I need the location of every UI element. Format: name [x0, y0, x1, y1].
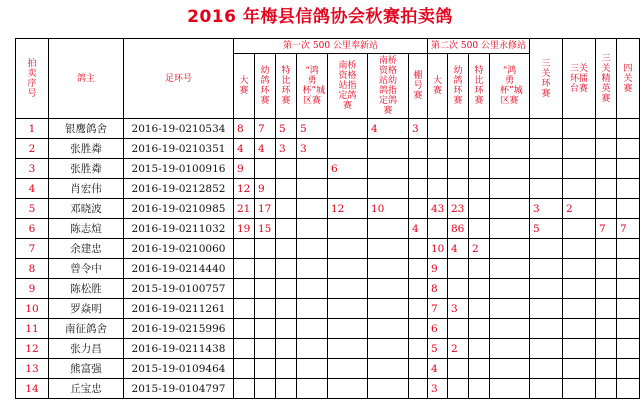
row-cell: [328, 179, 368, 199]
row-cell: [469, 279, 490, 299]
row-cell: [255, 259, 276, 279]
row-cell: [563, 139, 596, 159]
row-cell: [596, 279, 617, 299]
table-row: [16, 279, 640, 299]
row-cell: 8: [234, 119, 255, 139]
row-cell: [328, 139, 368, 159]
row-cell: [469, 319, 490, 339]
row-seq: 7: [16, 239, 49, 259]
row-cell: [409, 279, 428, 299]
row-cell: [617, 379, 640, 399]
row-cell: [328, 259, 368, 279]
row-cell: 5: [530, 219, 563, 239]
row-cell: [469, 259, 490, 279]
row-cell: [563, 159, 596, 179]
row-cell: [368, 159, 409, 179]
row-cell: [255, 239, 276, 259]
row-seq: 11: [16, 319, 49, 339]
row-cell: [469, 339, 490, 359]
table-row: [16, 139, 640, 159]
row-seq: 12: [16, 339, 49, 359]
row-cell: [428, 219, 448, 239]
row-cell: [617, 359, 640, 379]
row-cell: [490, 119, 530, 139]
row-cell: [617, 159, 640, 179]
row-cell: 5: [276, 119, 297, 139]
row-ring: 2016-19-0214440: [124, 259, 234, 279]
header-g2-col-2: 幼鸽环赛: [448, 54, 469, 119]
row-cell: [409, 359, 428, 379]
row-seq: 2: [16, 139, 49, 159]
row-cell: [596, 319, 617, 339]
row-cell: 5: [428, 339, 448, 359]
row-seq: 5: [16, 199, 49, 219]
row-cell: [490, 259, 530, 279]
row-cell: [563, 339, 596, 359]
row-cell: [409, 239, 428, 259]
table-body: [16, 119, 640, 399]
row-owner: 张胜粦: [49, 139, 124, 159]
row-seq: 13: [16, 359, 49, 379]
row-cell: 4: [448, 239, 469, 259]
row-cell: 43: [428, 199, 448, 219]
row-cell: 2: [448, 339, 469, 359]
row-cell: 7: [596, 219, 617, 239]
row-cell: [368, 239, 409, 259]
row-cell: [617, 139, 640, 159]
table-row: [16, 319, 640, 339]
row-cell: 6: [428, 319, 448, 339]
row-cell: [563, 119, 596, 139]
row-cell: [617, 319, 640, 339]
row-cell: [530, 379, 563, 399]
row-cell: 2: [563, 199, 596, 219]
row-cell: [563, 319, 596, 339]
row-cell: [530, 299, 563, 319]
row-cell: [234, 279, 255, 299]
row-cell: [530, 279, 563, 299]
row-cell: [328, 359, 368, 379]
row-ring: 2015-19-0100757: [124, 279, 234, 299]
row-cell: [409, 339, 428, 359]
row-cell: [490, 319, 530, 339]
row-cell: 3: [428, 379, 448, 399]
row-cell: [530, 119, 563, 139]
row-cell: [469, 219, 490, 239]
row-cell: 10: [428, 239, 448, 259]
header-extra-2: 三关环擂台赛: [563, 39, 596, 119]
row-cell: [563, 219, 596, 239]
row-ring: 2016-19-0211438: [124, 339, 234, 359]
row-owner: 张胜粦: [49, 159, 124, 179]
page-title: 2016 年梅县信鸽协会秋赛拍卖鸽: [187, 7, 453, 27]
row-cell: 17: [255, 199, 276, 219]
row-cell: [297, 159, 328, 179]
header-group-1: 第一次 500 公里奉新站: [234, 39, 428, 54]
row-seq: 4: [16, 179, 49, 199]
row-cell: [255, 159, 276, 179]
row-cell: [428, 139, 448, 159]
row-cell: 12: [234, 179, 255, 199]
row-cell: [368, 179, 409, 199]
row-cell: [490, 179, 530, 199]
row-cell: [276, 159, 297, 179]
row-seq: 10: [16, 299, 49, 319]
row-cell: [563, 299, 596, 319]
table-row: [16, 379, 640, 399]
row-cell: [530, 139, 563, 159]
row-cell: [409, 379, 428, 399]
header-ring: 足环号: [124, 39, 234, 119]
row-cell: [297, 299, 328, 319]
header-group-2: 第二次 500 公里永修站: [428, 39, 530, 54]
row-cell: [490, 199, 530, 219]
row-cell: [448, 119, 469, 139]
row-cell: 3: [297, 139, 328, 159]
row-ring: 2016-19-0210985: [124, 199, 234, 219]
row-cell: [428, 119, 448, 139]
row-cell: [448, 259, 469, 279]
row-cell: [530, 339, 563, 359]
row-cell: [297, 259, 328, 279]
header-owner: 鸽主: [49, 39, 124, 119]
row-cell: [490, 359, 530, 379]
table-row: [16, 159, 640, 179]
row-cell: [368, 319, 409, 339]
row-cell: 5: [297, 119, 328, 139]
row-cell: [328, 239, 368, 259]
row-cell: [328, 119, 368, 139]
row-ring: 2016-19-0210060: [124, 239, 234, 259]
row-cell: [328, 279, 368, 299]
row-cell: [368, 279, 409, 299]
header-g1-col-4: “鸿勇杯”城区赛: [297, 54, 328, 119]
row-cell: [490, 239, 530, 259]
row-cell: [596, 359, 617, 379]
row-cell: [368, 339, 409, 359]
row-cell: [368, 299, 409, 319]
row-owner: 罗焱明: [49, 299, 124, 319]
row-cell: [276, 259, 297, 279]
row-cell: [490, 279, 530, 299]
header-extra-1: 三关环赛: [530, 39, 563, 119]
header-extra-3: 三关精英赛: [596, 39, 617, 119]
row-cell: [409, 199, 428, 219]
row-cell: [469, 179, 490, 199]
header-seq: 拍卖序号: [16, 39, 49, 119]
row-cell: [490, 219, 530, 239]
row-cell: [255, 299, 276, 319]
row-ring: 2015-19-0109464: [124, 359, 234, 379]
row-cell: 4: [255, 139, 276, 159]
row-cell: 23: [448, 199, 469, 219]
row-cell: [276, 239, 297, 259]
row-seq: 3: [16, 159, 49, 179]
row-cell: [448, 159, 469, 179]
row-cell: [617, 119, 640, 139]
row-owner: 张力昌: [49, 339, 124, 359]
row-cell: [409, 319, 428, 339]
row-seq: 14: [16, 379, 49, 399]
row-owner: 曾令中: [49, 259, 124, 279]
row-cell: [469, 119, 490, 139]
row-cell: 3: [409, 119, 428, 139]
row-cell: [276, 219, 297, 239]
row-cell: [234, 299, 255, 319]
row-cell: [596, 199, 617, 219]
row-cell: [297, 319, 328, 339]
row-cell: [490, 379, 530, 399]
table-row: [16, 119, 640, 139]
row-cell: [448, 139, 469, 159]
row-cell: [276, 319, 297, 339]
row-cell: [368, 379, 409, 399]
header-g2-col-1: 大赛: [428, 54, 448, 119]
row-cell: 4: [428, 359, 448, 379]
row-cell: [617, 179, 640, 199]
header-extra-4: 四关赛: [617, 39, 640, 119]
row-cell: 7: [428, 299, 448, 319]
row-cell: [530, 319, 563, 339]
row-cell: [596, 239, 617, 259]
row-cell: [409, 179, 428, 199]
row-cell: [297, 279, 328, 299]
row-owner: 肖宏伟: [49, 179, 124, 199]
row-cell: 7: [255, 119, 276, 139]
row-cell: [234, 319, 255, 339]
row-cell: [409, 299, 428, 319]
row-cell: [255, 339, 276, 359]
row-ring: 2016-19-0215996: [124, 319, 234, 339]
row-cell: [297, 219, 328, 239]
header-g1-col-5: 南桥资格站指定鸽赛: [328, 54, 368, 119]
row-cell: [617, 199, 640, 219]
row-cell: [368, 359, 409, 379]
row-cell: [276, 199, 297, 219]
row-cell: [490, 299, 530, 319]
row-cell: [428, 179, 448, 199]
row-owner: 余建忠: [49, 239, 124, 259]
header-g1-col-1: 大赛: [234, 54, 255, 119]
row-cell: [255, 379, 276, 399]
row-cell: 9: [234, 159, 255, 179]
row-cell: [276, 339, 297, 359]
row-ring: 2016-19-0210534: [124, 119, 234, 139]
header-g1-col-3: 特比环赛: [276, 54, 297, 119]
table-row: [16, 179, 640, 199]
row-cell: [448, 379, 469, 399]
row-cell: [297, 359, 328, 379]
row-cell: [276, 359, 297, 379]
row-cell: [409, 159, 428, 179]
row-cell: [530, 259, 563, 279]
row-cell: [276, 179, 297, 199]
row-owner: 陈志煊: [49, 219, 124, 239]
table-row: [16, 299, 640, 319]
row-ring: 2015-19-0104797: [124, 379, 234, 399]
row-cell: [469, 139, 490, 159]
row-cell: [596, 139, 617, 159]
row-cell: [530, 159, 563, 179]
row-cell: [448, 279, 469, 299]
row-cell: [234, 239, 255, 259]
row-cell: [276, 299, 297, 319]
row-cell: [297, 199, 328, 219]
row-cell: [617, 279, 640, 299]
row-cell: 3: [276, 139, 297, 159]
row-cell: [490, 139, 530, 159]
row-cell: [617, 239, 640, 259]
row-cell: [448, 319, 469, 339]
row-cell: 15: [255, 219, 276, 239]
row-cell: [255, 319, 276, 339]
row-cell: [563, 239, 596, 259]
row-cell: 12: [328, 199, 368, 219]
row-ring: 2016-19-0210351: [124, 139, 234, 159]
row-cell: [596, 339, 617, 359]
row-owner: 南征鸽舍: [49, 319, 124, 339]
row-cell: 9: [428, 259, 448, 279]
row-cell: [276, 379, 297, 399]
row-cell: [297, 339, 328, 359]
row-seq: 6: [16, 219, 49, 239]
row-cell: [328, 299, 368, 319]
row-ring: 2016-19-0212852: [124, 179, 234, 199]
row-cell: [530, 359, 563, 379]
header-g2-col-3: 特比环赛: [469, 54, 490, 119]
row-cell: 7: [617, 219, 640, 239]
row-cell: [297, 379, 328, 399]
row-cell: [409, 139, 428, 159]
row-cell: [563, 379, 596, 399]
table-row: [16, 199, 640, 219]
row-seq: 9: [16, 279, 49, 299]
row-cell: 4: [409, 219, 428, 239]
header-g1-col-2: 幼鸽环赛: [255, 54, 276, 119]
row-cell: [563, 359, 596, 379]
row-cell: [328, 219, 368, 239]
row-cell: [530, 179, 563, 199]
row-cell: [469, 199, 490, 219]
row-cell: [469, 159, 490, 179]
row-cell: 21: [234, 199, 255, 219]
row-cell: [297, 179, 328, 199]
row-cell: [617, 339, 640, 359]
row-cell: [368, 259, 409, 279]
row-cell: [530, 239, 563, 259]
table-row: [16, 339, 640, 359]
row-ring: 2015-19-0100916: [124, 159, 234, 179]
row-cell: [490, 339, 530, 359]
row-cell: [596, 119, 617, 139]
row-seq: 8: [16, 259, 49, 279]
row-cell: 86: [448, 219, 469, 239]
row-ring: 2016-19-0211261: [124, 299, 234, 319]
row-owner: 邓晓波: [49, 199, 124, 219]
row-cell: [490, 159, 530, 179]
row-cell: 3: [530, 199, 563, 219]
table-row: [16, 359, 640, 379]
row-cell: 6: [328, 159, 368, 179]
row-cell: [596, 379, 617, 399]
row-cell: [563, 179, 596, 199]
header-g2-col-4: “鸿勇杯”城区赛: [490, 54, 530, 119]
row-cell: 10: [368, 199, 409, 219]
row-cell: [469, 299, 490, 319]
row-owner: 陈松胜: [49, 279, 124, 299]
row-cell: [563, 279, 596, 299]
row-cell: [276, 279, 297, 299]
row-cell: [469, 379, 490, 399]
row-cell: [428, 159, 448, 179]
row-owner: 熊富强: [49, 359, 124, 379]
row-cell: [255, 359, 276, 379]
row-cell: [297, 239, 328, 259]
row-cell: [234, 339, 255, 359]
row-cell: 4: [368, 119, 409, 139]
row-ring: 2016-19-0211032: [124, 219, 234, 239]
row-cell: [368, 139, 409, 159]
row-cell: [617, 299, 640, 319]
row-cell: 9: [255, 179, 276, 199]
row-cell: [234, 379, 255, 399]
row-cell: [328, 379, 368, 399]
row-cell: [255, 279, 276, 299]
table-row: [16, 219, 640, 239]
row-cell: [234, 259, 255, 279]
row-cell: 8: [428, 279, 448, 299]
table-row: [16, 239, 640, 259]
table-row: [16, 259, 640, 279]
row-cell: [617, 259, 640, 279]
row-cell: [409, 259, 428, 279]
header-g1-col-7: 棚号赛: [409, 54, 428, 119]
row-cell: [596, 179, 617, 199]
header-g1-col-6: 南桥资格站幼鸽指定鸽赛: [368, 54, 409, 119]
row-cell: [469, 359, 490, 379]
row-cell: [596, 299, 617, 319]
row-owner: 银鹰鸽舍: [49, 119, 124, 139]
row-cell: 2: [469, 239, 490, 259]
row-cell: [596, 159, 617, 179]
row-owner: 丘宝忠: [49, 379, 124, 399]
row-cell: [596, 259, 617, 279]
row-cell: 19: [234, 219, 255, 239]
row-cell: [448, 359, 469, 379]
row-cell: 3: [448, 299, 469, 319]
row-cell: [234, 359, 255, 379]
row-cell: [563, 259, 596, 279]
row-cell: [448, 179, 469, 199]
row-cell: [328, 319, 368, 339]
row-cell: 4: [234, 139, 255, 159]
row-seq: 1: [16, 119, 49, 139]
auction-table: [15, 38, 640, 399]
row-cell: [368, 219, 409, 239]
row-cell: [328, 339, 368, 359]
